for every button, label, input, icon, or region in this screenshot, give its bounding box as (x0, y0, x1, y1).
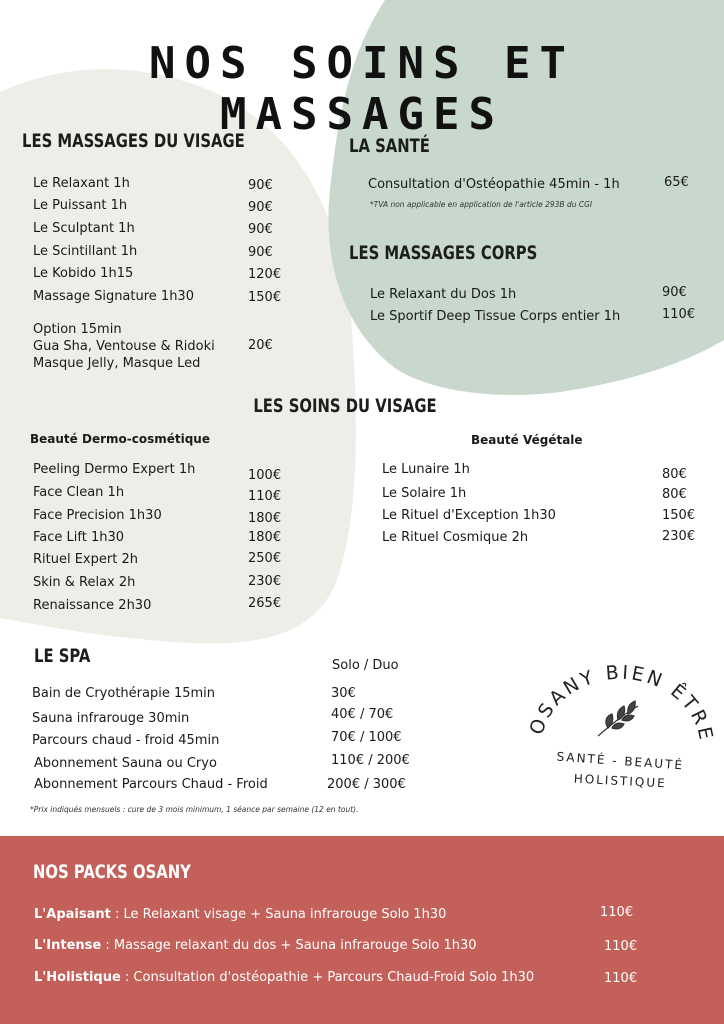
option-line-3: Masque Jelly, Masque Led (33, 356, 201, 371)
packs-heading: NOS PACKS OSANY (33, 861, 191, 883)
massages-corps-heading: LES MASSAGES CORPS (349, 242, 538, 264)
soins-visage-heading: LES SOINS DU VISAGE (253, 395, 437, 417)
option-block (33, 321, 215, 372)
pack-desc: : Massage relaxant du dos + Sauna infrarouge Solo 1h30 (101, 938, 477, 953)
pack-item (34, 970, 534, 985)
list-item-price: 250€ (248, 551, 282, 566)
list-item-name: Massage Signature 1h30 (33, 289, 194, 304)
list-item-price: 150€ (248, 290, 282, 305)
pack-item (34, 938, 477, 953)
list-item-price: 90€ (248, 245, 273, 260)
list-item-name: Le Scintillant 1h (33, 244, 138, 259)
pack-name: L'Apaisant (34, 907, 111, 922)
list-item-price: 180€ (248, 511, 282, 526)
list-item-name: Le Sculptant 1h (33, 221, 135, 236)
list-item-price: 110€ / 200€ (331, 753, 410, 768)
list-item-price: 180€ (248, 530, 282, 545)
list-item-price: 80€ (662, 467, 687, 482)
list-item-price: 40€ / 70€ (331, 707, 394, 722)
list-item-name: Le Relaxant 1h (33, 176, 130, 191)
list-item-name: Le Kobido 1h15 (33, 266, 134, 281)
list-item-price: 120€ (248, 267, 282, 282)
list-item-name: Le Rituel Cosmique 2h (382, 530, 529, 545)
osany-logo (520, 648, 720, 798)
list-item-price: 265€ (248, 596, 282, 611)
list-item-name: Renaissance 2h30 (33, 598, 152, 613)
list-item-price: 70€ / 100€ (331, 730, 402, 745)
list-item-price: 80€ (662, 487, 687, 502)
list-item-price: 90€ (662, 285, 687, 300)
sante-heading: LA SANTÉ (349, 135, 430, 157)
list-item-price: 150€ (662, 508, 696, 523)
list-item-name: Face Precision 1h30 (33, 508, 162, 523)
pack-desc: : Consultation d'ostéopathie + Parcours Chaud-Froid Solo 1h30 (120, 970, 535, 985)
list-item-name: Peeling Dermo Expert 1h (33, 462, 196, 477)
list-item-name: Skin & Relax 2h (33, 575, 136, 590)
page-title: NOS SOINS ET MASSAGES (149, 38, 575, 140)
pack-item (34, 907, 446, 922)
list-item-price: 200€ / 300€ (327, 777, 406, 792)
list-item-name: Sauna infrarouge 30min (32, 711, 190, 726)
sante-item-price: 65€ (664, 175, 689, 190)
list-item-name: Rituel Expert 2h (33, 552, 138, 567)
pack-price: 110€ (604, 939, 638, 954)
option-price: 20€ (248, 338, 273, 353)
list-item-price: 230€ (248, 574, 282, 589)
sante-item-name: Consultation d'Ostéopathie 45min - 1h (368, 177, 620, 192)
list-item-price: 90€ (248, 200, 273, 215)
packs-section (0, 836, 724, 1024)
list-item-price: 230€ (662, 529, 696, 544)
massages-visage-heading: LES MASSAGES DU VISAGE (22, 130, 245, 152)
pack-name: L'Holistique (34, 970, 121, 985)
list-item-name: Le Relaxant du Dos 1h (370, 287, 517, 302)
list-item-name: Bain de Cryothérapie 15min (32, 686, 216, 701)
pack-price: 110€ (600, 905, 634, 920)
list-item-price: 110€ (662, 307, 696, 322)
list-item-name: Abonnement Parcours Chaud - Froid (34, 777, 268, 792)
list-item-price: 110€ (248, 489, 282, 504)
vegetale-heading: Beauté Végétale (471, 433, 583, 447)
list-item-name: Face Lift 1h30 (33, 530, 125, 545)
dermo-heading: Beauté Dermo-cosmétique (30, 432, 210, 446)
spa-heading: LE SPA (34, 645, 91, 667)
list-item-name: Le Solaire 1h (382, 486, 467, 501)
option-line-2: Gua Sha, Ventouse & Ridoki (33, 339, 215, 354)
list-item-name: Abonnement Sauna ou Cryo (34, 756, 217, 771)
leaf-icon (598, 701, 638, 736)
spa-column-label: Solo / Duo (332, 658, 399, 673)
list-item-name: Le Sportif Deep Tissue Corps entier 1h (370, 309, 621, 324)
logo-line-1: SANTÉ - BEAUTÉ (556, 749, 685, 773)
list-item-name: Le Lunaire 1h (382, 462, 470, 477)
spa-note: *Prix indiqués mensuels : cure de 3 mois minimum, 1 séance par semaine (12 en tout). (30, 805, 359, 814)
list-item-name: Parcours chaud - froid 45min (32, 733, 220, 748)
pack-desc: : Le Relaxant visage + Sauna infrarouge Solo 1h30 (110, 907, 447, 922)
list-item-price: 90€ (248, 222, 273, 237)
list-item-price: 90€ (248, 178, 273, 193)
logo-line-2: HOLISTIQUE (573, 771, 668, 791)
list-item-price: 30€ (331, 686, 356, 701)
sante-note: *TVA non applicable en application de l'article 293B du CGI (370, 200, 593, 209)
list-item-name: Le Rituel d'Exception 1h30 (382, 508, 556, 523)
logo-brand-text: OSANY BIEN ÊTRE (525, 661, 718, 745)
list-item-name: Le Puissant 1h (33, 198, 128, 213)
list-item-price: 100€ (248, 468, 282, 483)
pack-price: 110€ (604, 971, 638, 986)
list-item-name: Face Clean 1h (33, 485, 125, 500)
pack-name: L'Intense (34, 938, 102, 953)
option-line-1: Option 15min (33, 322, 122, 337)
